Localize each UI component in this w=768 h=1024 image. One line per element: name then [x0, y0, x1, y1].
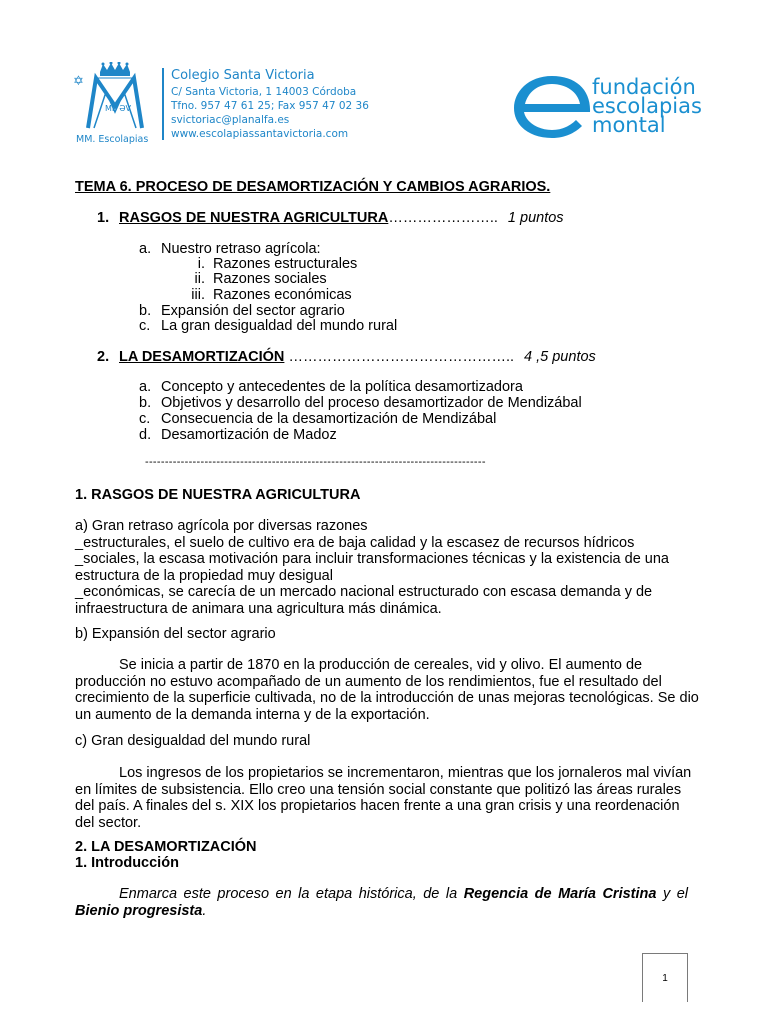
paragraph-line: Los ingresos de los propietarios se incrementaron, mientras que los jornaleros mal vivían	[119, 765, 692, 781]
escolapias-crest-logo	[70, 62, 160, 134]
intro-bold-bienio: Bienio progresista	[75, 902, 203, 919]
toc1-iii-label: iii.	[191, 287, 205, 303]
toc2-a-text: Concepto y antecedentes de la política desamortizadora	[161, 379, 523, 395]
paragraph-line: del sector.	[75, 814, 142, 831]
paragraph-line: estructura de la propiedad muy desigual	[75, 567, 333, 584]
toc-number: 1.	[97, 210, 110, 226]
toc1-a-label: a.	[139, 241, 152, 257]
page-title: TEMA 6. PROCESO DE DESAMORTIZACIÓN Y CAMBIOS AGRARIOS.	[75, 179, 551, 195]
toc1-iii-text: Razones económicas	[213, 287, 352, 303]
logo-caption: MM. Escolapias	[76, 134, 149, 145]
toc2-c-text: Consecuencia de la desamortización de Mendizábal	[161, 411, 497, 427]
toc-heading-1	[119, 210, 564, 227]
intro-paragraph	[75, 886, 688, 919]
school-web: www.escolapiassantavictoria.com	[171, 128, 349, 140]
fundacion-e-logo	[510, 70, 594, 142]
toc-heading-2	[119, 349, 596, 366]
paragraph-line: Se inicia a partir de 1870 en la producción de cereales, vid y olivo. El aumento de	[119, 657, 643, 673]
paragraph-line: infraestructura de animara una agricultura más dinámica.	[75, 600, 442, 617]
toc1-b-text: Expansión del sector agrario	[161, 303, 345, 319]
page-number: 1	[662, 973, 668, 984]
school-name: Colegio Santa Victoria	[171, 68, 315, 83]
section1-heading: 1. RASGOS DE NUESTRA AGRICULTURA	[75, 487, 361, 503]
toc-heading-text: RASGOS DE NUESTRA AGRICULTURA	[119, 210, 389, 226]
paragraph-line: en límites de subsistencia. Ello creo una tensión social constante que politizó las áreas rurales	[75, 781, 682, 798]
toc2-b-text: Objetivos y desarrollo del proceso desamortizador de Mendizábal	[161, 395, 582, 411]
section1-b-paragraph	[75, 657, 699, 723]
paragraph-line: crecimiento de la superficie cultivada, no de la introducción de unas mejoras tecnológicas. Se dio	[75, 690, 699, 706]
section2-heading: 2. LA DESAMORTIZACIÓN	[75, 839, 257, 855]
toc-points: 1 puntos	[507, 210, 564, 226]
toc-number: 2.	[97, 349, 110, 365]
toc2-a-label: a.	[139, 379, 152, 395]
toc1-c-label: c.	[139, 318, 151, 334]
school-phone: Tfno. 957 47 61 25; Fax 957 47 02 36	[171, 100, 369, 112]
intro-heading: 1. Introducción	[75, 855, 179, 871]
logo-monogram: MP ƏV	[104, 104, 132, 113]
toc1-ii-label: ii.	[194, 271, 205, 287]
paragraph-line: _estructurales, el suelo de cultivo era de baja calidad y la escasez de recursos hídricos	[75, 534, 635, 551]
toc2-d-label: d.	[139, 427, 152, 443]
toc-points: 4 ,5 puntos	[524, 349, 596, 365]
toc2-c-label: c.	[139, 411, 151, 427]
page-number-box	[642, 953, 688, 1002]
toc-dots: ………………………………………..	[288, 349, 514, 365]
foundation-name	[592, 75, 702, 137]
toc1-b-label: b.	[139, 303, 152, 319]
paragraph-line: _sociales, la escasa motivación para incluir transformaciones técnicas y la existencia de una	[75, 551, 669, 567]
paragraph-line: _económicas, se carecía de un mercado nacional estructurado con escasa demanda y de	[75, 584, 653, 600]
intro-text-pre: Enmarca este proceso en la etapa histórica, de la	[119, 886, 458, 902]
intro-bold-regencia: Regencia de María Cristina	[463, 886, 657, 902]
toc2-b-label: b.	[139, 395, 152, 411]
paragraph-line: a) Gran retraso agrícola por diversas razones	[75, 518, 368, 534]
section1-c-heading: c) Gran desigualdad del mundo rural	[75, 733, 311, 749]
dashed-separator: --------------------------------------------------------------------------------------	[145, 456, 486, 468]
toc-item-2	[97, 349, 109, 366]
intro-text-mid: y el	[662, 886, 689, 902]
section1-b-heading: b) Expansión del sector agrario	[75, 626, 276, 642]
foundation-line2: escolapias	[592, 94, 702, 118]
intro-text-end: .	[202, 902, 207, 919]
header-divider	[162, 68, 164, 140]
school-email: svictoriac@planalfa.es	[171, 114, 290, 126]
foundation-line3: montal	[592, 113, 666, 137]
foundation-line1: fundación	[592, 75, 696, 99]
toc-dots: …………………..	[388, 210, 498, 226]
section1-a-paragraph	[75, 518, 669, 617]
toc-heading-text: LA DESAMORTIZACIÓN	[119, 349, 285, 365]
toc1-a-text: Nuestro retraso agrícola:	[161, 241, 321, 257]
toc1-ii-text: Razones sociales	[213, 271, 327, 287]
toc1-i-text: Razones estructurales	[213, 256, 358, 272]
toc2-d-text: Desamortización de Madoz	[161, 427, 337, 443]
toc-item-1	[97, 210, 109, 227]
school-address: C/ Santa Victoria, 1 14003 Córdoba	[171, 86, 357, 98]
section1-c-paragraph	[75, 765, 691, 831]
paragraph-line: un aumento de la demanda interna y de la exportación.	[75, 706, 430, 723]
toc1-c-text: La gran desigualdad del mundo rural	[161, 318, 398, 334]
paragraph-line: producción no estuvo acompañado de un aumento de los rendimientos, fue el resultado del	[75, 673, 662, 690]
star-icon: ✡	[73, 74, 84, 89]
toc1-i-label: i.	[197, 256, 205, 272]
paragraph-line: del país. A finales del s. XIX los propietarios hacen frente a una gran crisis y una reordenación	[75, 798, 680, 814]
